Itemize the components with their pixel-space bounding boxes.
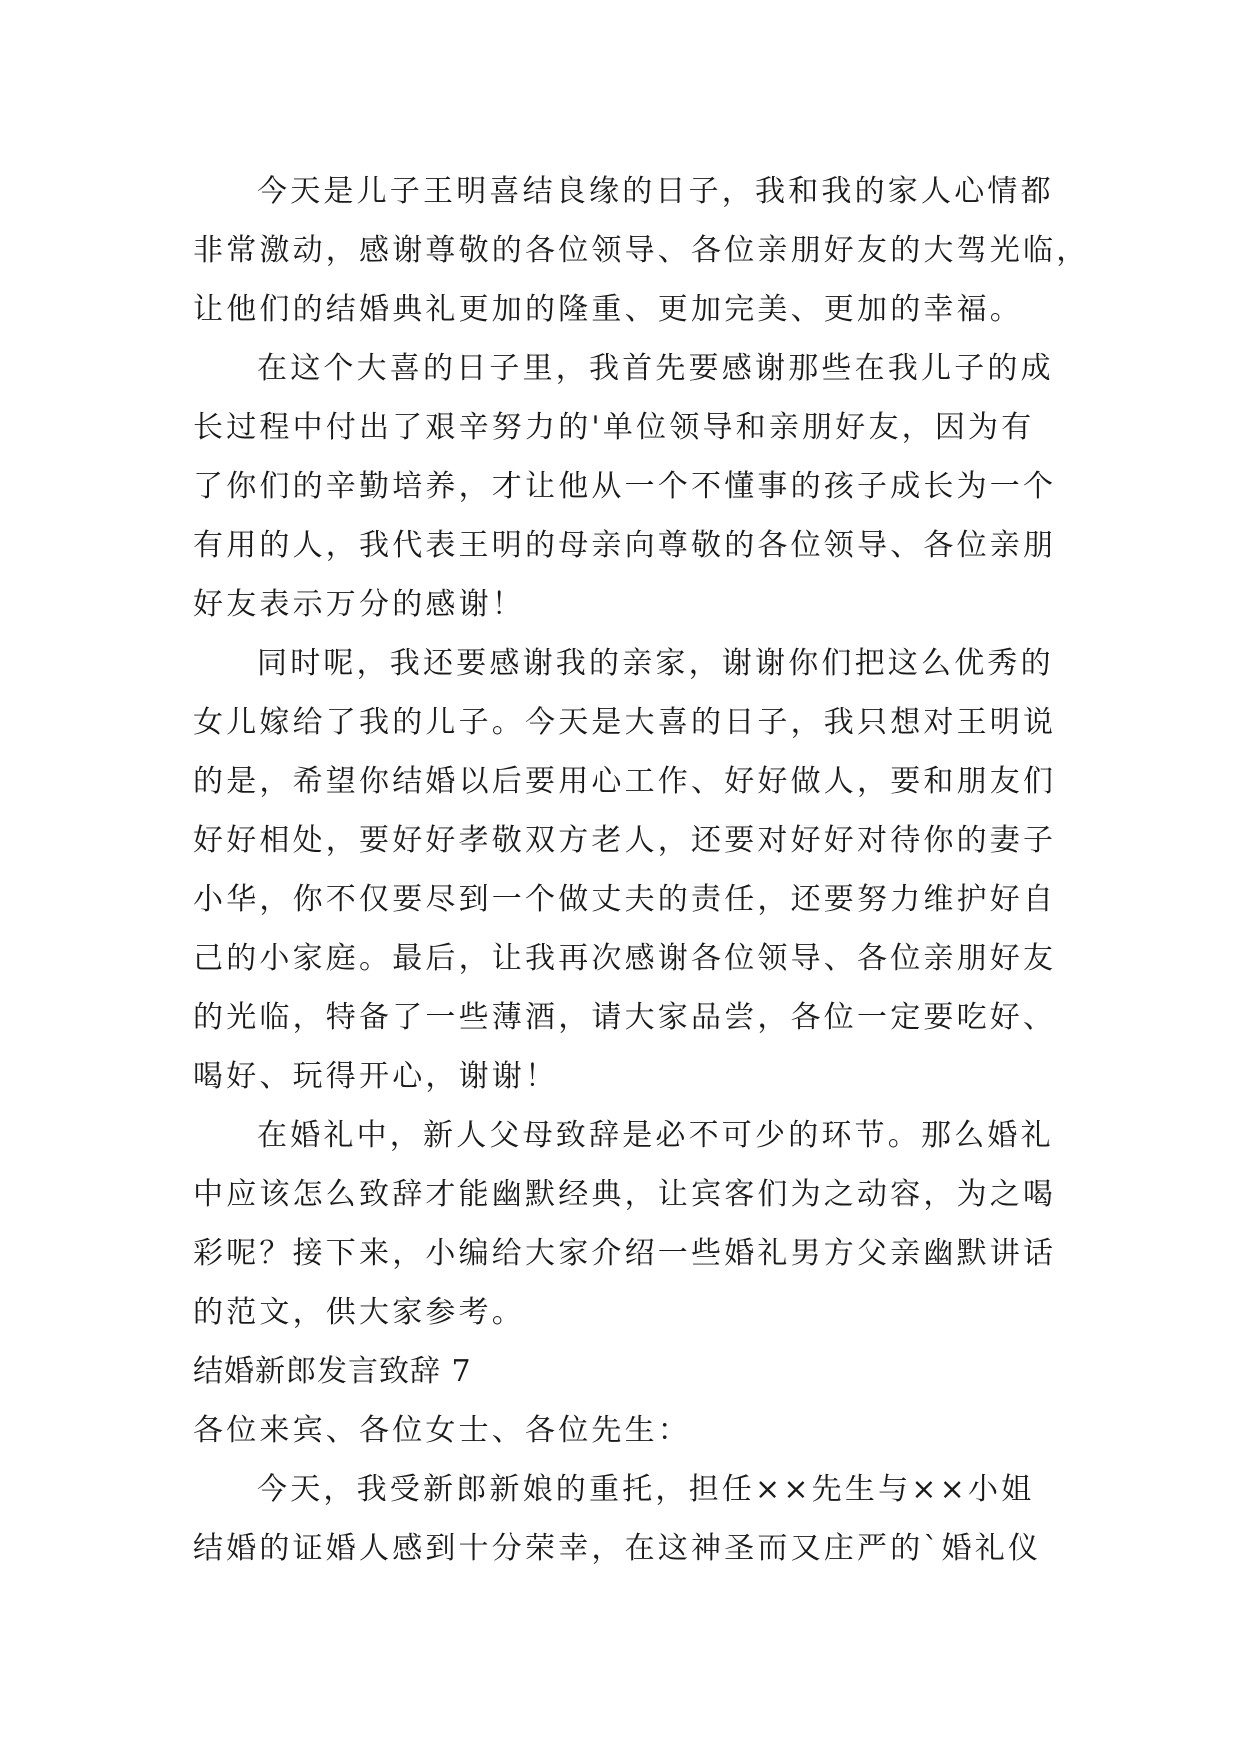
paragraph-line: 在婚礼中，新人父母致辞是必不可少的环节。那么婚礼 [257, 1118, 1054, 1153]
paragraph-line: 让他们的结婚典礼更加的隆重、更加完美、更加的幸福。 [193, 292, 1023, 327]
section-heading: 结婚新郎发言致辞 7 [193, 1354, 472, 1389]
paragraph-line: 在这个大喜的日子里，我首先要感谢那些在我儿子的成 [257, 351, 1054, 386]
paragraph-line: 女儿嫁给了我的儿子。今天是大喜的日子，我只想对王明说 [193, 705, 1057, 740]
paragraph-line: 了你们的辛勤培养，才让他从一个不懂事的孩子成长为一个 [193, 469, 1057, 504]
paragraph-line: 彩呢？接下来，小编给大家介绍一些婚礼男方父亲幽默讲话 [193, 1236, 1057, 1271]
document-body [193, 162, 1090, 1578]
paragraph-line: 的光临，特备了一些薄酒，请大家品尝，各位一定要吃好、 [193, 1000, 1057, 1035]
paragraph-line: 己的小家庭。最后，让我再次感谢各位领导、各位亲朋好友 [193, 941, 1057, 976]
paragraph-line: 小华，你不仅要尽到一个做丈夫的责任，还要努力维护好自 [193, 882, 1057, 917]
paragraph-line: 中应该怎么致辞才能幽默经典，让宾客们为之动容，为之喝 [193, 1177, 1057, 1212]
paragraph-line: 同时呢，我还要感谢我的亲家，谢谢你们把这么优秀的 [257, 646, 1054, 681]
paragraph-line: 好好相处，要好好孝敬双方老人，还要对好好对待你的妻子 [193, 823, 1057, 858]
paragraph-line: 非常激动，感谢尊敬的各位领导、各位亲朋好友的大驾光临， [193, 233, 1090, 268]
salutation-line: 各位来宾、各位女士、各位先生： [193, 1413, 691, 1448]
paragraph-line: 今天是儿子王明喜结良缘的日子，我和我的家人心情都 [257, 174, 1054, 209]
paragraph-line: 的范文，供大家参考。 [193, 1295, 525, 1330]
paragraph-line: 长过程中付出了艰辛努力的'单位领导和亲朋好友，因为有 [193, 410, 1035, 445]
paragraph-line: 的是，希望你结婚以后要用心工作、好好做人，要和朋友们 [193, 764, 1057, 799]
paragraph-line: 好友表示万分的感谢！ [193, 587, 525, 622]
paragraph-line: 今天，我受新郎新娘的重托，担任××先生与××小姐 [257, 1472, 1035, 1507]
paragraph-line: 结婚的证婚人感到十分荣幸，在这神圣而又庄严的`婚礼仪 [193, 1531, 1042, 1566]
paragraph-line: 有用的人，我代表王明的母亲向尊敬的各位领导、各位亲朋 [193, 528, 1057, 563]
paragraph-line: 喝好、玩得开心，谢谢！ [193, 1059, 559, 1094]
